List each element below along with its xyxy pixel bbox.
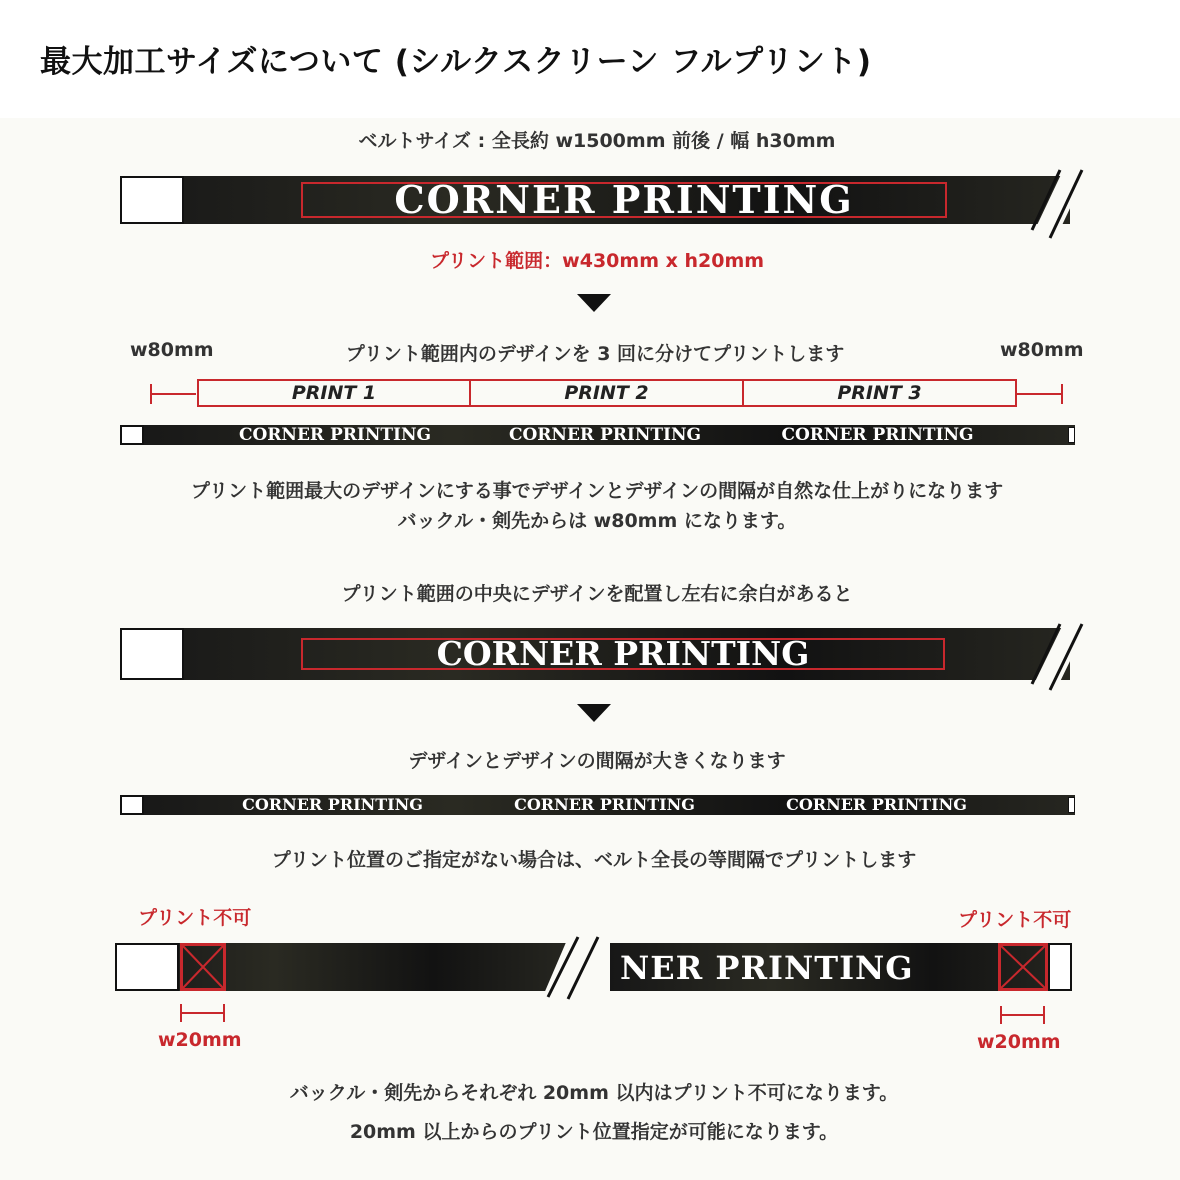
belt-size-label: ベルトサイズ : 全長約 w1500mm 前後 / 幅 h30mm: [358, 130, 836, 152]
w20-left-tick: [180, 1004, 182, 1022]
belt-tip: [1048, 943, 1072, 991]
page-title: 最大加工サイズについて (シルクスクリーン フルプリント): [40, 44, 872, 80]
buckle: [120, 795, 144, 815]
belt-design-text: CORNER PRINTING: [786, 795, 967, 814]
three-times-caption: プリント範囲内のデザインを 3 回に分けてプリントします: [345, 343, 845, 365]
no-print-label-left: プリント不可: [138, 907, 252, 929]
buckle: [120, 176, 184, 224]
cross-box-icon: [998, 943, 1048, 991]
footer-line1: バックル・剣先からそれぞれ 20mm 以内はプリント不可になります。: [289, 1082, 899, 1104]
buckle: [115, 943, 179, 991]
footer-line2: 20mm 以上からのプリント位置指定が可能になります。: [349, 1121, 839, 1143]
w20-right-line: [1000, 1014, 1045, 1016]
belt-3: [120, 628, 1070, 680]
belt-1: [120, 176, 1070, 224]
margin-right-label: w80mm: [1000, 339, 1084, 361]
margin-left-tick: [150, 384, 152, 404]
buckle: [120, 425, 144, 445]
belt-2: [120, 425, 1075, 445]
w20-left-line: [180, 1012, 225, 1014]
print-area-label: プリント範囲：w430mm x h20mm: [429, 250, 765, 272]
belt-design-text: CORNER PRINTING: [514, 795, 695, 814]
w20-right-tick: [1043, 1006, 1045, 1024]
print-slot-1: PRINT 1: [197, 379, 471, 407]
w20-left-label: w20mm: [158, 1029, 242, 1051]
buckle: [120, 628, 184, 680]
belt-design-text: CORNER PRINTING: [394, 177, 854, 222]
print-slot-2: PRINT 2: [469, 379, 744, 407]
down-triangle-icon: [577, 294, 611, 312]
cross-box-icon: [180, 943, 226, 991]
belt-cut-slash-icon: [540, 933, 618, 1003]
belt-cut-slash-icon: [1030, 166, 1090, 240]
belt-design-text: CORNER PRINTING: [242, 795, 423, 814]
belt-design-text: CORNER PRINTING: [781, 425, 974, 445]
belt-design-text: CORNER PRINTING: [508, 425, 702, 445]
down-triangle-icon: [577, 704, 611, 722]
print-slot-3: PRINT 3: [742, 379, 1017, 407]
note-max-line2: バックル・剣先からは w80mm になります。: [397, 510, 797, 532]
belt-design-text: CORNER PRINTING: [436, 634, 810, 673]
margin-right-line: [1017, 393, 1063, 395]
margin-left-line: [150, 393, 196, 395]
belt-tip: [1068, 797, 1075, 813]
belt-design-text: CORNER PRINTING: [238, 425, 432, 445]
belt-cut-slash-icon: [1030, 620, 1090, 692]
equal-caption: プリント位置のご指定がない場合は、ベルト全長の等間隔でプリントします: [271, 849, 917, 871]
margin-left-label: w80mm: [130, 339, 214, 361]
belt-4: [120, 795, 1075, 815]
w20-right-tick: [1000, 1006, 1002, 1024]
note-max-line1: プリント範囲最大のデザインにする事でデザインとデザインの間隔が自然な仕上がりになります: [190, 480, 1004, 502]
gap-caption: デザインとデザインの間隔が大きくなります: [408, 750, 786, 772]
margin-right-tick: [1061, 384, 1063, 404]
no-print-label-right: プリント不可: [958, 909, 1072, 931]
belt-tip: [1068, 427, 1075, 443]
partial-belt-text: NER PRINTING: [620, 949, 914, 987]
w20-left-tick: [223, 1004, 225, 1022]
centered-caption: プリント範囲の中央にデザインを配置し左右に余白があると: [341, 583, 853, 605]
w20-right-label: w20mm: [977, 1031, 1061, 1053]
